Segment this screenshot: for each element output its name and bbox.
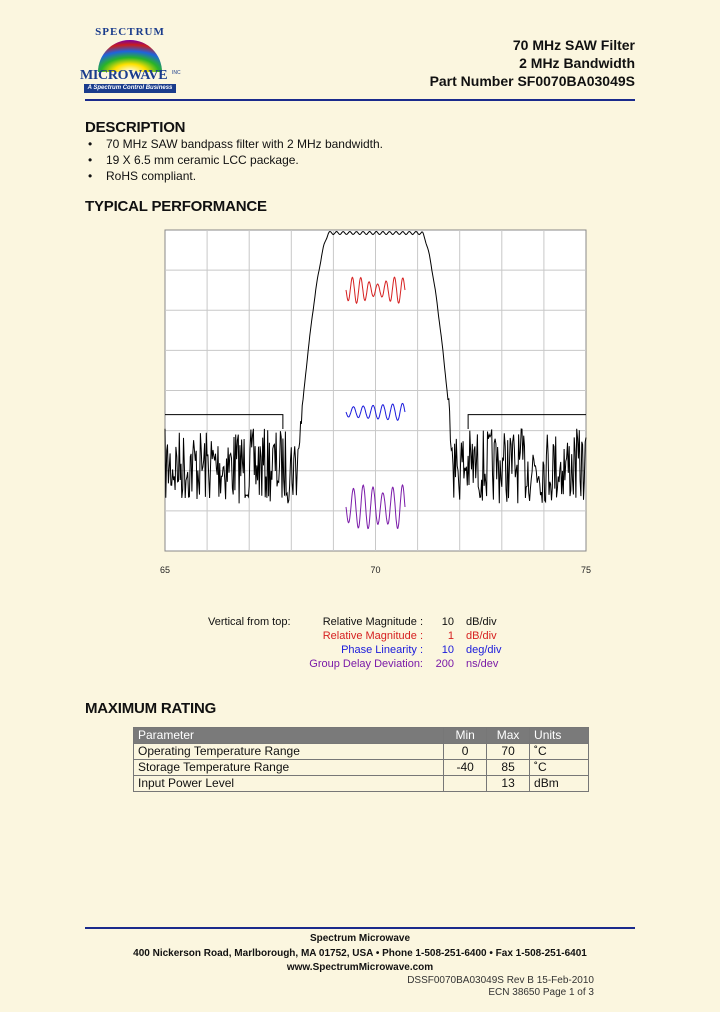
legend-unit: ns/dev [466, 658, 499, 670]
x-tick-label: 70 [370, 565, 381, 575]
legend-intro: Vertical from top: [208, 616, 291, 628]
footer-doc-info: DSSF0070BA03049S Rev B 15-Feb-2010 [407, 975, 594, 986]
header-parameter: Parameter [134, 728, 444, 744]
legend-unit: deg/div [466, 644, 502, 656]
legend-label: Phase Linearity : [341, 644, 423, 656]
cell-parameter: Operating Temperature Range [134, 744, 444, 760]
cell-min: -40 [444, 760, 487, 776]
rating-heading: MAXIMUM RATING [85, 700, 217, 717]
header-title: 70 MHz SAW Filter [512, 37, 635, 53]
description-heading: DESCRIPTION [85, 119, 186, 136]
footer-page-info: ECN 38650 Page 1 of 3 [488, 987, 594, 998]
footer-address: 400 Nickerson Road, Marlborough, MA 01752, USA • Phone 1-508-251-6400 • Fax 1-508-251-6401 [133, 948, 587, 959]
logo-tagline: A Spectrum Control Business [84, 84, 176, 93]
table-row [134, 776, 589, 792]
header-units: Units [530, 728, 589, 744]
table-row [134, 744, 589, 760]
cell-units: ˚C [530, 760, 589, 776]
bullet-text: RoHS compliant. [106, 169, 197, 183]
cell-max: 13 [487, 776, 530, 792]
header-max: Max [487, 728, 530, 744]
cell-units: ˚C [530, 744, 589, 760]
cell-parameter: Storage Temperature Range [134, 760, 444, 776]
x-tick-label: 75 [580, 565, 592, 575]
cell-min [444, 776, 487, 792]
legend-label: Relative Magnitude : [322, 630, 423, 642]
description-bullet: • 19 X 6.5 mm ceramic LCC package. [88, 153, 299, 167]
legend-value: 200 [435, 658, 454, 670]
legend-value: 10 [441, 616, 454, 628]
bullet-text: 70 MHz SAW bandpass filter with 2 MHz bandwidth. [106, 137, 384, 151]
cell-units: dBm [530, 776, 589, 792]
legend-label: Group Delay Deviation: [309, 658, 423, 670]
performance-heading: TYPICAL PERFORMANCE [85, 198, 267, 215]
x-tick-label: 65 [159, 565, 171, 575]
cell-max: 70 [487, 744, 530, 760]
header-bandwidth: 2 MHz Bandwidth [519, 55, 635, 71]
legend-value: 1 [447, 630, 454, 642]
footer-website[interactable]: www.SpectrumMicrowave.com [286, 962, 434, 973]
footer-company: Spectrum Microwave [309, 933, 411, 944]
table-row [134, 760, 589, 776]
logo-brand-suffix: INC [172, 70, 181, 76]
cell-parameter: Input Power Level [134, 776, 444, 792]
cell-min: 0 [444, 744, 487, 760]
legend-value: 10 [441, 644, 454, 656]
footer-rule [85, 927, 635, 929]
legend-unit: dB/div [466, 630, 497, 642]
bullet-text: 19 X 6.5 mm ceramic LCC package. [106, 153, 299, 167]
header-min: Min [444, 728, 487, 744]
legend-label: Relative Magnitude : [322, 616, 423, 628]
description-bullet: • 70 MHz SAW bandpass filter with 2 MHz bandwidth. [88, 137, 384, 151]
header-part-number: Part Number SF0070BA03049S [429, 73, 635, 89]
logo-brand-main: MICROWAVE [80, 68, 168, 83]
description-bullet: • RoHS compliant. [88, 169, 197, 183]
rating-table [133, 727, 589, 792]
legend-unit: dB/div [466, 616, 497, 628]
table-header-row [134, 728, 589, 744]
cell-max: 85 [487, 760, 530, 776]
logo-brand-top: SPECTRUM [95, 26, 165, 38]
